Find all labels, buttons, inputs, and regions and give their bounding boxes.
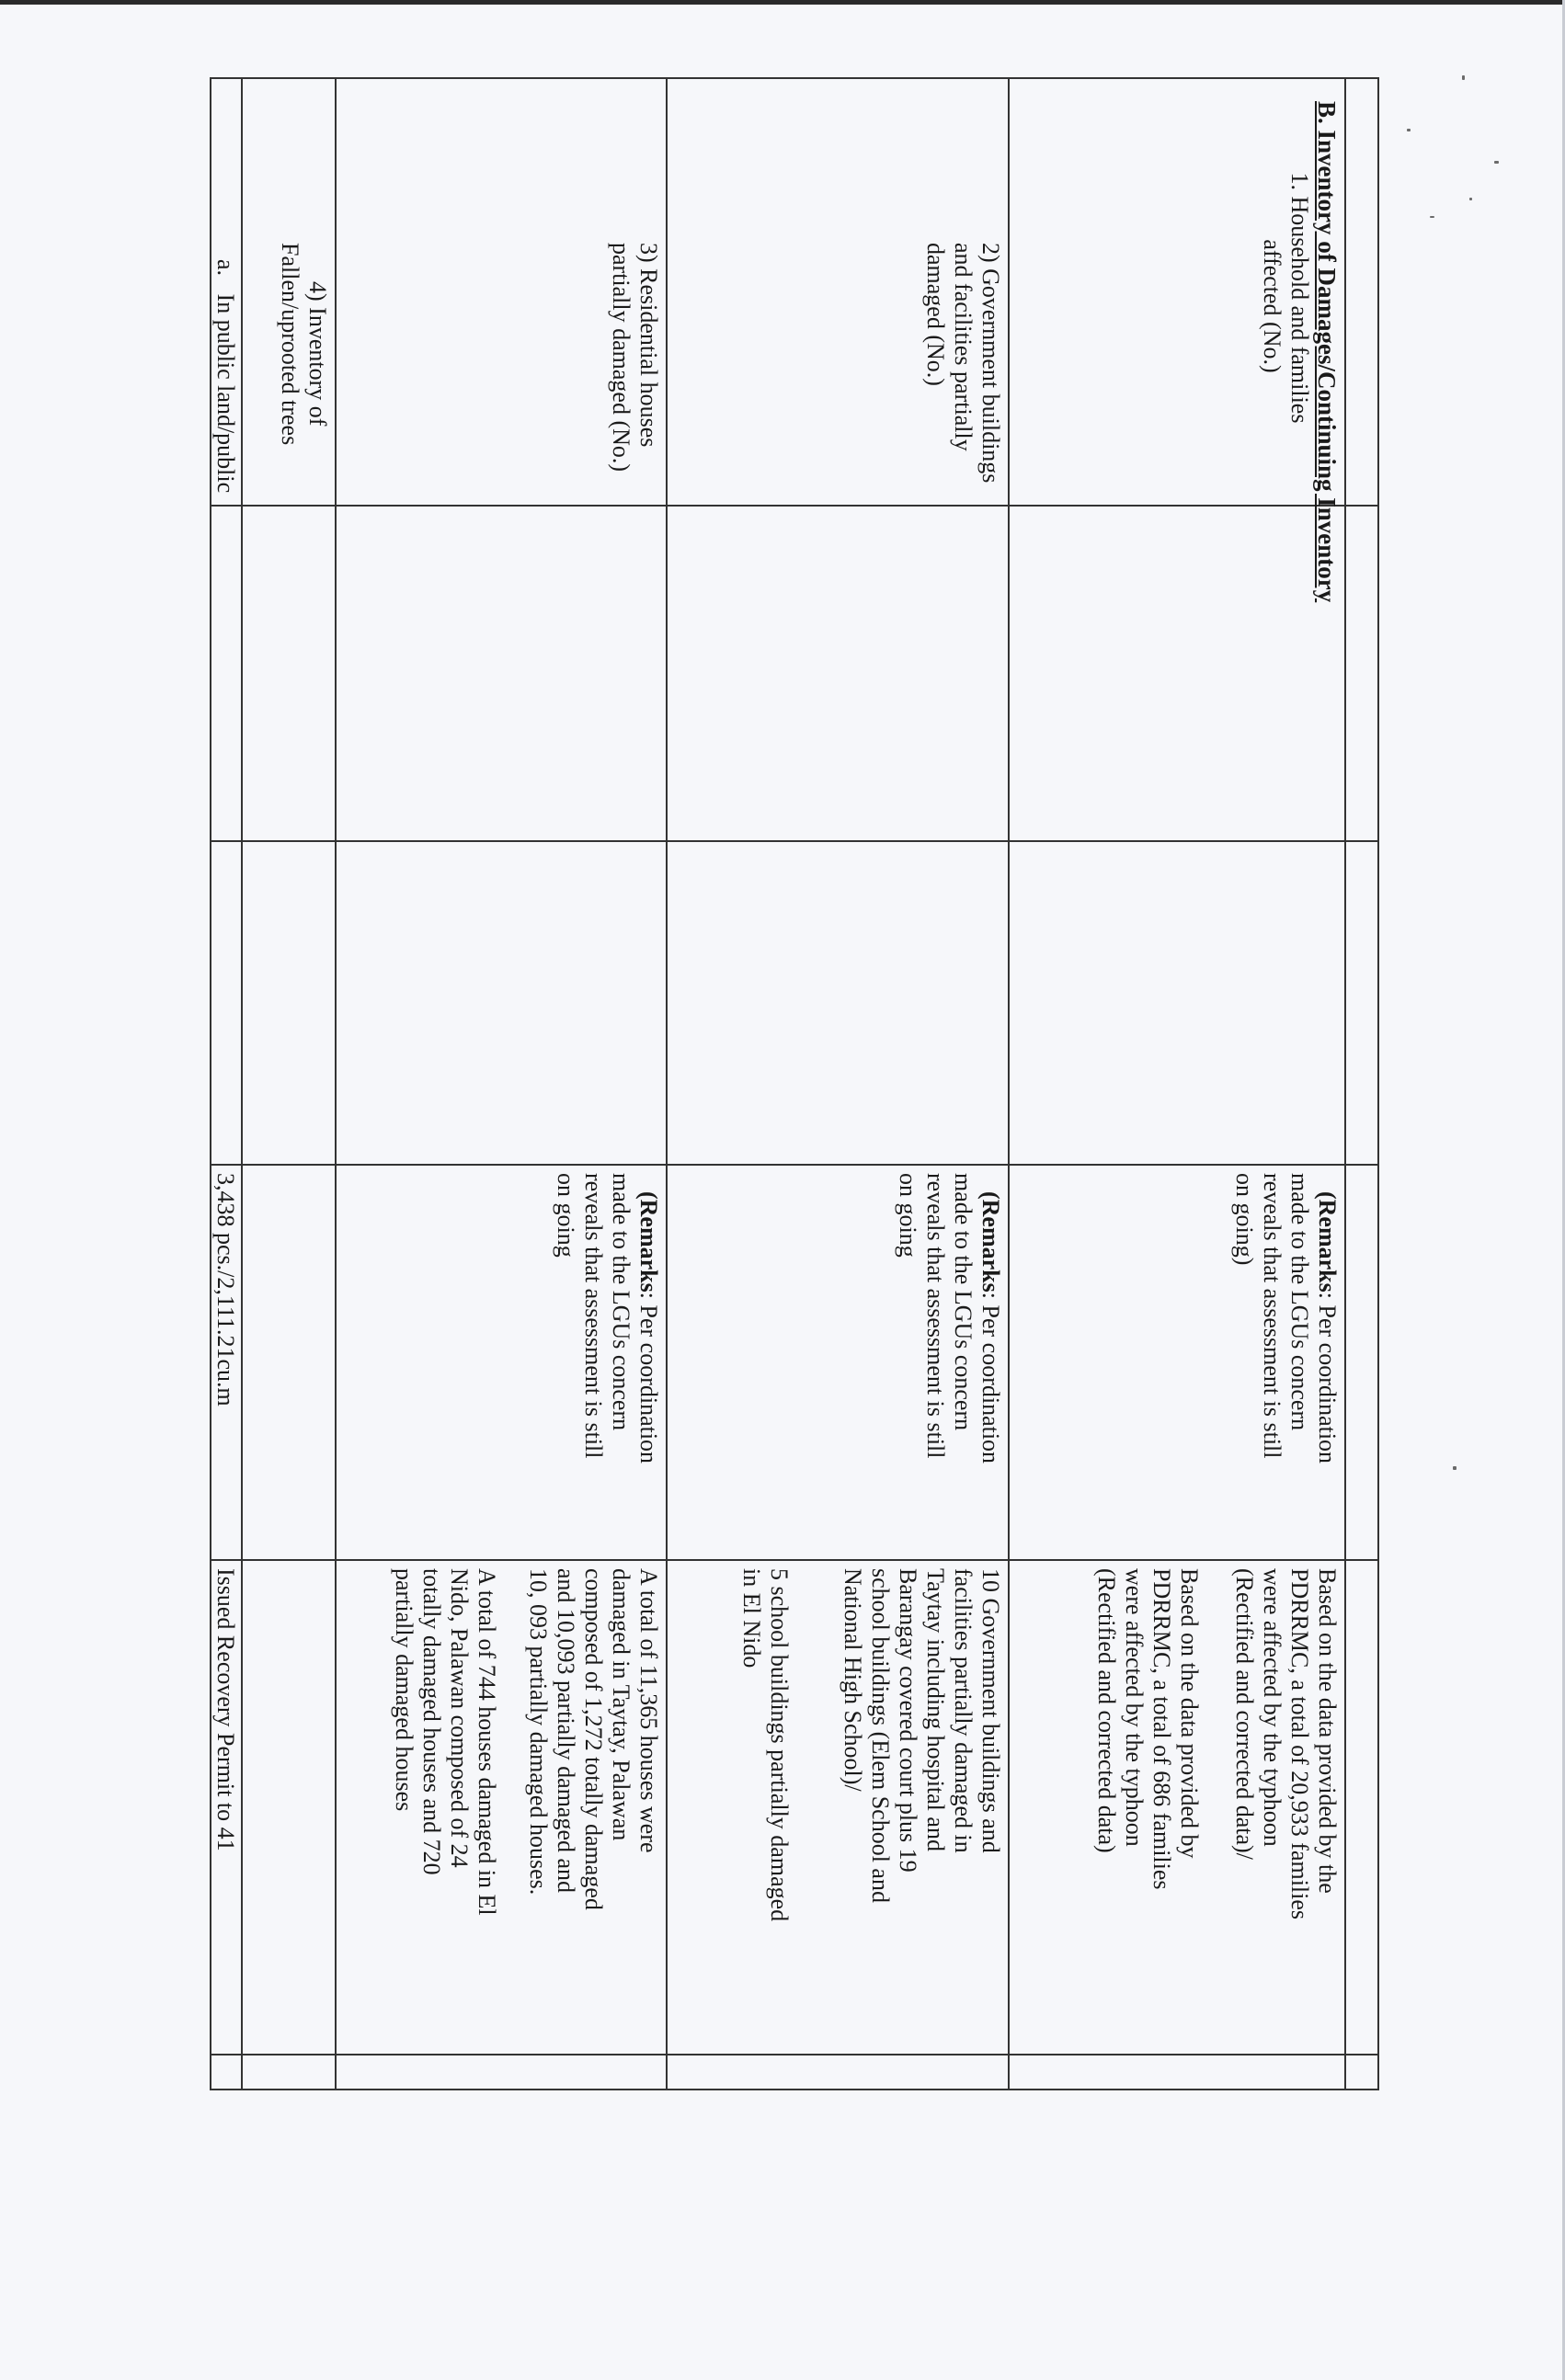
- scan-speck: [1494, 161, 1499, 164]
- row-divider: [1344, 77, 1346, 2090]
- scan-speck: [1462, 75, 1465, 80]
- row-divider: [666, 77, 668, 2090]
- col-divider: [210, 505, 1379, 507]
- item-fallen-trees: 4) Inventory of Fallen/uprooted trees: [277, 243, 331, 446]
- details-recovery-permit: Issued Recovery Permit to 41: [212, 1568, 239, 1851]
- remarks-residential-houses: (Remarks: Per coordination made to the LGUs concern reveals that assessment is still on going: [553, 1173, 662, 1464]
- col-divider: [210, 1559, 1379, 1561]
- section-heading: B. Inventory of Damages/Continuing Inventory: [1313, 101, 1341, 603]
- scan-speck: [1453, 1466, 1456, 1470]
- scan-speck: [1430, 216, 1434, 218]
- details-residential-houses: A total of 11,365 houses were damaged in Taytay, Palawan composed of 1,272 totally damaged and 10,093 partially damaged and 10, 093 partially damaged houses. A total of 744 houses damaged in El Nido, Palawan composed of 24 totally damaged houses and 720 partially damaged houses: [391, 1568, 662, 1916]
- item-household-families: 1. Household and families affected (No.): [1259, 172, 1313, 424]
- row-divider: [1008, 77, 1010, 2090]
- value-trees-volume: 3,438 pcs./2,111.21cu.m: [212, 1173, 239, 1406]
- scan-speck: [1469, 198, 1472, 200]
- row-divider: [241, 77, 243, 2090]
- item-public-land: a. In public land/public: [212, 259, 239, 494]
- remarks-government-buildings: (Remarks: Per coordination made to the LGUs concern reveals that assessment is still on going: [895, 1173, 1004, 1464]
- row-divider: [335, 77, 337, 2090]
- col-divider: [210, 2054, 1379, 2055]
- item-residential-houses: 3) Residential houses partially damaged (No.): [608, 243, 662, 473]
- rotated-inventory-table: [210, 77, 1379, 2090]
- remarks-household: (Remarks: Per coordination made to the LGUs concern reveals that assessment is still on going): [1231, 1173, 1341, 1464]
- item-government-buildings: 2) Government buildings and facilities partially damaged (No.): [922, 243, 1004, 484]
- details-household: Based on the data provided by the PDRRMC, a total of 20,933 families were affected by the typhoon (Rectified and corrected data)/ Based on the data provided by PDRRMC, a total of 686 families were affected by the typhoon (Rectified and corrected data): [1093, 1568, 1341, 1920]
- details-government-buildings: 10 Government buildings and facilities partially damaged in Taytay including hospital and Barangay covered court plus 19 school buildings (Elem School and National High School)/ 5 school buildings partially damaged in El Nido: [738, 1568, 1004, 1922]
- col-divider: [210, 1164, 1379, 1166]
- scan-speck: [1407, 129, 1411, 131]
- scan-top-edge: [0, 0, 1565, 5]
- col-divider: [210, 840, 1379, 842]
